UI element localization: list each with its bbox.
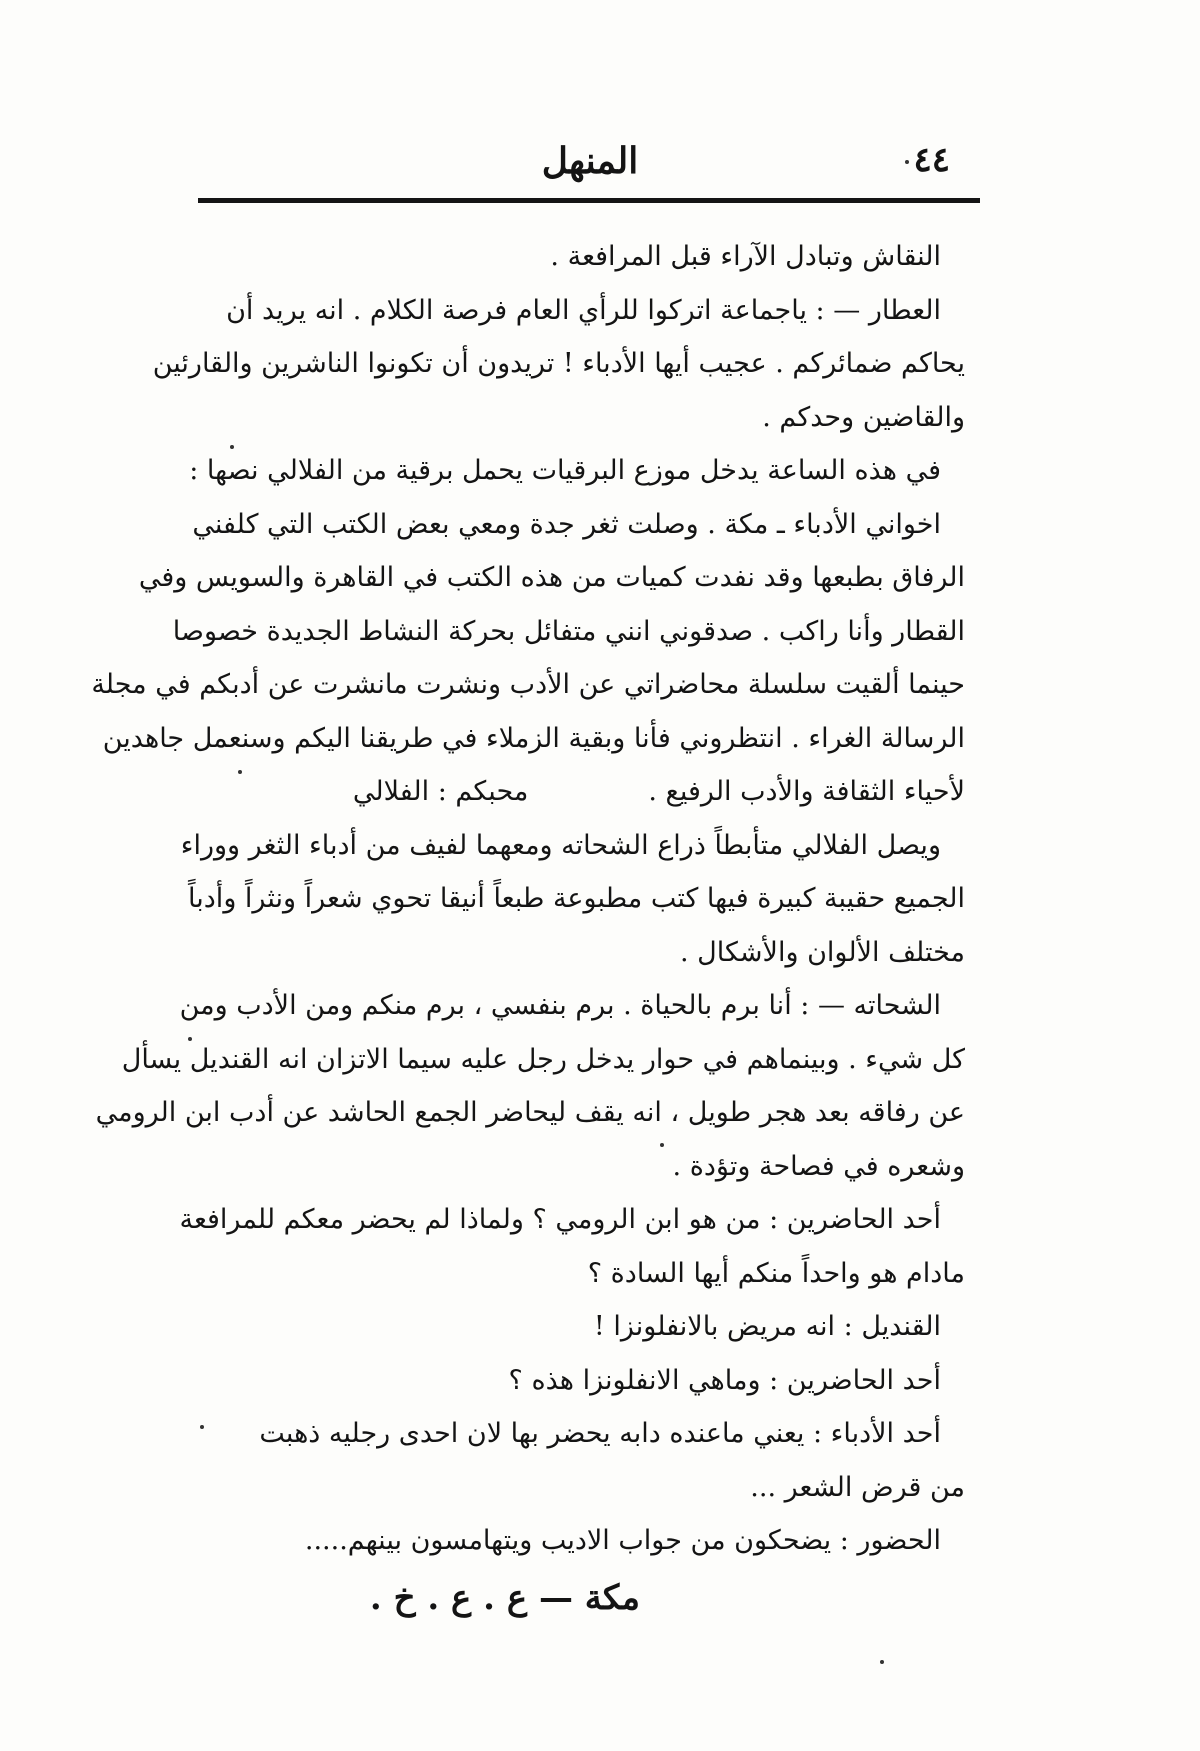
print-speck <box>660 1143 664 1147</box>
body-text <box>91 230 965 1568</box>
print-speck <box>905 160 909 164</box>
text-line: مادام هو واحداً منكم أيها السادة ؟ <box>587 1257 965 1289</box>
text-line: الشحاته — : أنا برم بالحياة . برم بنفسي ، برم منكم ومن الأدب ومن <box>179 990 941 1021</box>
text-line: والقاضين وحدكم . <box>762 401 965 433</box>
text-line: النقاش وتبادل الآراء قبل المرافعة . <box>550 241 941 272</box>
text-line: الرسالة الغراء . انتظروني فأنا وبقية الزملاء في طريقنا اليكم وسنعمل جاهدين <box>102 722 965 754</box>
text-line: القنديل : انه مريض بالانفلونزا ! <box>593 1311 941 1342</box>
text-line: الجميع حقيبة كبيرة فيها كتب مطبوعة طبعاً أنيقا تحوي شعراً ونثراً وأدباً <box>188 883 965 914</box>
print-speck <box>200 1425 204 1429</box>
page-number: ٤٤ <box>913 140 950 180</box>
telegram-signature-line <box>205 765 965 819</box>
header-rule <box>198 198 980 203</box>
text-line: أحد الحاضرين : وماهي الانفلونزا هذه ؟ <box>508 1364 941 1396</box>
page-header <box>200 140 980 200</box>
text-line: وشعره في فصاحة وتؤدة . <box>672 1150 965 1182</box>
running-title: المنهل <box>541 140 639 182</box>
text-line: الرفاق بطبعها وقد نفدت كميات من هذه الكتب في القاهرة والسويس وفي <box>138 562 965 593</box>
print-speck <box>880 1660 884 1664</box>
text-line: حينما ألقيت سلسلة محاضراتي عن الأدب ونشرت مانشرت عن أدبكم في مجلة <box>91 669 965 700</box>
text-line: القطار وأنا راكب . صدقوني انني متفائل بحركة النشاط الجديدة خصوصا <box>172 615 965 647</box>
text-line: يحاكم ضمائركم . عجيب أيها الأدباء ! تريدون أن تكونوا الناشرين والقارئين <box>152 348 965 379</box>
telegram-closing-text: لأحياء الثقافة والأدب الرفيع . <box>648 776 965 807</box>
text-line: أحد الأدباء : يعني ماعنده دابه يحضر بها لان احدى رجليه ذهبت <box>259 1418 941 1449</box>
print-speck <box>230 445 234 449</box>
telegram-signature: محبكم : الفلالي <box>352 776 529 807</box>
print-speck <box>238 770 242 774</box>
text-line: في هذه الساعة يدخل موزع البرقيات يحمل برقية من الفلالي نصها : <box>189 455 941 486</box>
text-line: مختلف الألوان والأشكال . <box>680 936 965 968</box>
text-line: من قرض الشعر ... <box>750 1471 965 1503</box>
text-line: الحضور : يضحكون من جواب الاديب ويتهامسون بينهم..... <box>304 1525 941 1556</box>
text-line: اخواني الأدباء ـ مكة . وصلت ثغر جدة ومعي بعض الكتب التي كلفني <box>192 508 941 540</box>
closing-signature: مكة — ع . ع . خ . <box>369 1578 640 1618</box>
text-line: أحد الحاضرين : من هو ابن الرومي ؟ ولماذا لم يحضر معكم للمرافعة <box>179 1204 941 1235</box>
text-line: عن رفاقه بعد هجر طويل ، انه يقف ليحاضر الجمع الحاشد عن أدب ابن الرومي <box>95 1097 965 1128</box>
print-speck <box>188 1037 192 1041</box>
text-line: ويصل الفلالي متأبطاً ذراع الشحاته ومعهما لفيف من أدباء الثغر ووراء <box>180 829 941 861</box>
text-line: كل شيء . وبينماهم في حوار يدخل رجل عليه سيما الاتزان انه القنديل يسأل <box>121 1043 965 1075</box>
text-line: العطار — : ياجماعة اتركوا للرأي العام فرصة الكلام . انه يريد أن <box>226 294 941 326</box>
